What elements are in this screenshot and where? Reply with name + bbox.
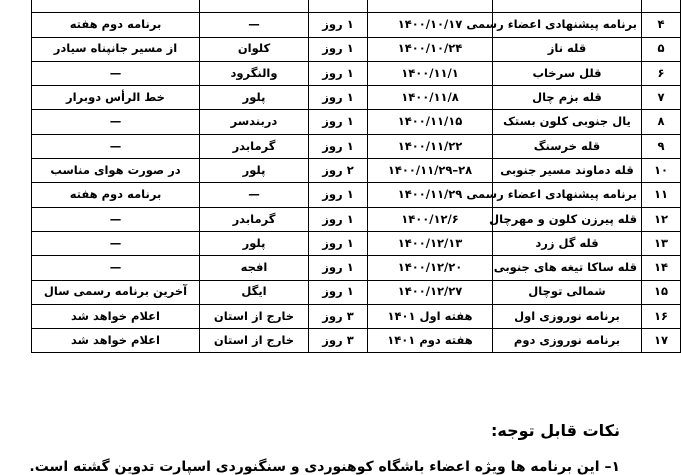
table-row: [32, 231, 681, 255]
table-row: [32, 159, 681, 183]
row-number: ۱۲: [642, 207, 681, 231]
program-name: قله پیرزن کلون و مهرچال: [493, 207, 642, 231]
program-duration: ۱ روز: [309, 134, 368, 158]
row-number: ۱۷: [642, 329, 681, 353]
program-name: برنامه نوروزی دوم: [493, 329, 642, 353]
program-note: [32, 0, 200, 13]
program-name: برنامه پیشنهادی اعضاء رسمی: [493, 13, 642, 37]
program-route: افجه: [200, 256, 309, 280]
program-duration: ۱ روز: [309, 110, 368, 134]
program-note: اعلام خواهد شد: [32, 304, 200, 328]
program-duration: ۳ روز: [309, 304, 368, 328]
program-route: —: [200, 13, 309, 37]
table-row: [32, 0, 681, 13]
program-name: یال جنوبی کلون بستک: [493, 110, 642, 134]
program-name: قله ناز: [493, 37, 642, 61]
program-note: —: [32, 256, 200, 280]
program-route: —: [200, 183, 309, 207]
program-note: برنامه دوم هفته: [32, 183, 200, 207]
row-number: ۱۰: [642, 159, 681, 183]
program-duration: ۱ روز: [309, 61, 368, 85]
table-row: [32, 86, 681, 110]
table-row: [32, 280, 681, 304]
program-note: —: [32, 61, 200, 85]
program-route: پلور: [200, 86, 309, 110]
program-name: [493, 0, 642, 13]
notes-heading: نکات قابل توجه:: [491, 421, 620, 440]
program-route: [200, 0, 309, 13]
program-name: شمالی توچال: [493, 280, 642, 304]
program-duration: ۲ روز: [309, 159, 368, 183]
program-date: ۱۴۰۰/۱۱/۱: [368, 61, 493, 85]
program-date: ۱۴۰۰/۱۲/۶: [368, 207, 493, 231]
program-note: از مسیر جانپناه سیادر: [32, 37, 200, 61]
row-number: [642, 0, 681, 13]
program-date: هفته اول ۱۴۰۱: [368, 304, 493, 328]
program-route: ایگل: [200, 280, 309, 304]
program-route: کلوان: [200, 37, 309, 61]
table-row: [32, 207, 681, 231]
program-date: [368, 0, 493, 13]
row-number: ۶: [642, 61, 681, 85]
table-row: [32, 134, 681, 158]
program-route: والنگرود: [200, 61, 309, 85]
table-row: [32, 37, 681, 61]
program-name: برنامه پیشنهادی اعضاء رسمی: [493, 183, 642, 207]
program-duration: ۱ روز: [309, 256, 368, 280]
program-name: برنامه نوروزی اول: [493, 304, 642, 328]
program-route: خارج از استان: [200, 329, 309, 353]
program-duration: ۱ روز: [309, 86, 368, 110]
row-number: ۴: [642, 13, 681, 37]
program-date: ۱۴۰۰/۱۲/۲۰: [368, 256, 493, 280]
program-duration: ۱ روز: [309, 13, 368, 37]
table-row: [32, 256, 681, 280]
row-number: ۵: [642, 37, 681, 61]
program-note: خط الرأس دوبرار: [32, 86, 200, 110]
program-route: دربندسر: [200, 110, 309, 134]
row-number: ۱۵: [642, 280, 681, 304]
program-duration: ۱ روز: [309, 183, 368, 207]
program-note: اعلام خواهد شد: [32, 329, 200, 353]
row-number: ۹: [642, 134, 681, 158]
program-date: ۱۴۰۰/۱۰/۱۷: [368, 13, 493, 37]
program-name: قله بزم چال: [493, 86, 642, 110]
program-name: قله دماوند مسیر جنوبی: [493, 159, 642, 183]
program-route: پلور: [200, 159, 309, 183]
notes-first-line: ۱– این برنامه ها ویژه اعضاء باشگاه کوهنوردی و سنگنوردی اسپارت تدوین گشته است.: [29, 459, 620, 475]
row-number: ۷: [642, 86, 681, 110]
program-date: هفته دوم ۱۴۰۱: [368, 329, 493, 353]
row-number: ۱۴: [642, 256, 681, 280]
program-date: ۲۸–۱۴۰۰/۱۱/۲۹: [368, 159, 493, 183]
program-duration: ۳ روز: [309, 329, 368, 353]
program-duration: [309, 0, 368, 13]
program-note: آخرین برنامه رسمی سال: [32, 280, 200, 304]
table-row: [32, 304, 681, 328]
program-duration: ۱ روز: [309, 207, 368, 231]
program-note: —: [32, 231, 200, 255]
schedule-rows: [32, 0, 681, 353]
program-note: —: [32, 207, 200, 231]
program-name: قلل سرخاب: [493, 61, 642, 85]
table-row: [32, 329, 681, 353]
program-date: ۱۴۰۰/۱۱/۲۹: [368, 183, 493, 207]
program-route: گرمابدر: [200, 207, 309, 231]
program-name: قله خرسنگ: [493, 134, 642, 158]
program-route: گرمابدر: [200, 134, 309, 158]
program-note: —: [32, 134, 200, 158]
program-date: ۱۴۰۰/۱۱/۸: [368, 86, 493, 110]
table-row: [32, 61, 681, 85]
table-row: [32, 13, 681, 37]
program-note: برنامه دوم هفته: [32, 13, 200, 37]
program-name: قله ساکا تیغه های جنوبی: [493, 256, 642, 280]
program-date: ۱۴۰۰/۱۲/۲۷: [368, 280, 493, 304]
row-number: ۱۳: [642, 231, 681, 255]
row-number: ۱۶: [642, 304, 681, 328]
program-date: ۱۴۰۰/۱۰/۲۴: [368, 37, 493, 61]
table-row: [32, 110, 681, 134]
program-date: ۱۴۰۰/۱۱/۱۵: [368, 110, 493, 134]
row-number: ۸: [642, 110, 681, 134]
program-note: —: [32, 110, 200, 134]
table-row: [32, 183, 681, 207]
program-note: در صورت هوای مناسب: [32, 159, 200, 183]
program-name: قله گل زرد: [493, 231, 642, 255]
program-duration: ۱ روز: [309, 231, 368, 255]
program-route: خارج از استان: [200, 304, 309, 328]
program-date: ۱۴۰۰/۱۱/۲۲: [368, 134, 493, 158]
program-route: پلور: [200, 231, 309, 255]
program-schedule-table: [31, 0, 681, 353]
program-date: ۱۴۰۰/۱۲/۱۳: [368, 231, 493, 255]
row-number: ۱۱: [642, 183, 681, 207]
program-duration: ۱ روز: [309, 280, 368, 304]
program-duration: ۱ روز: [309, 37, 368, 61]
